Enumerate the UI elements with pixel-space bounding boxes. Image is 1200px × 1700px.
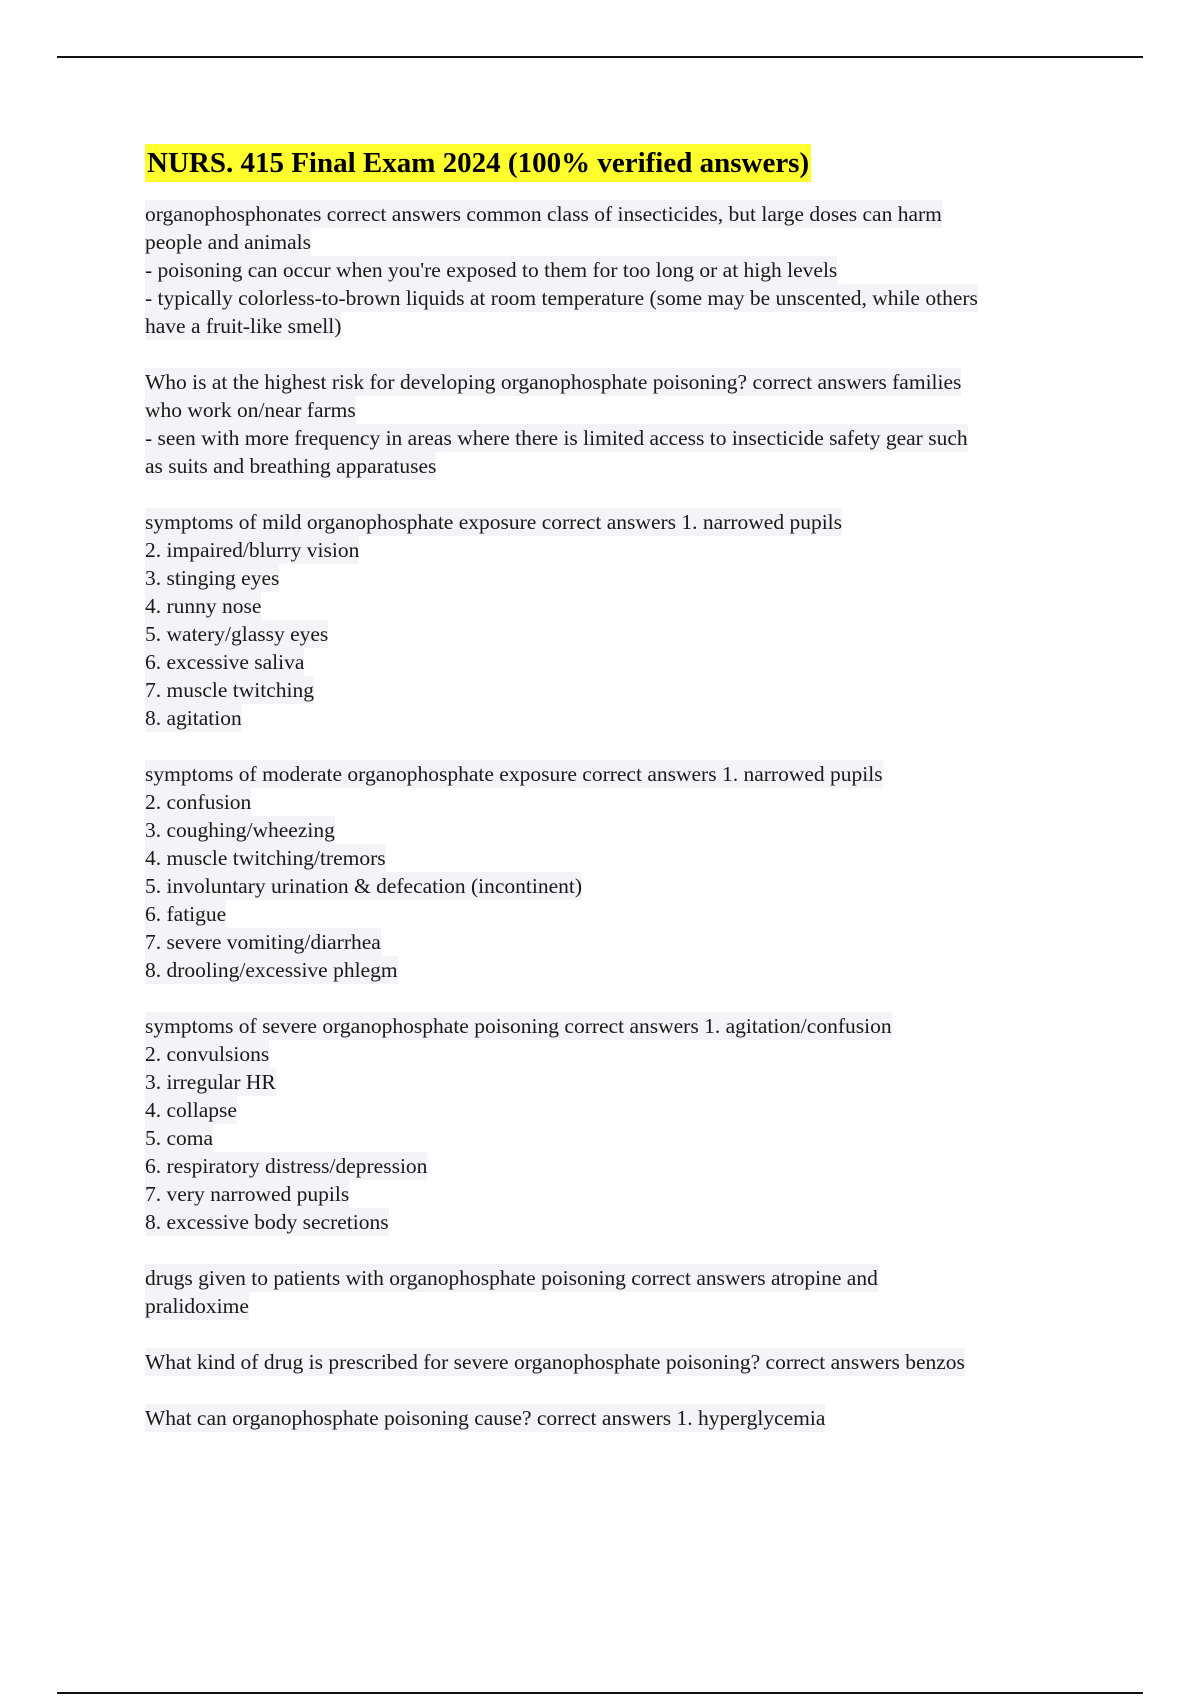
bottom-rule (57, 1692, 1143, 1694)
qa-line: 6. excessive saliva (145, 650, 305, 674)
qa-line: drugs given to patients with organophosphate poisoning correct answers atropine and (145, 1266, 878, 1290)
qa-line: 7. severe vomiting/diarrhea (145, 930, 381, 954)
qa-line: 3. stinging eyes (145, 566, 280, 590)
qa-line: Who is at the highest risk for developing organophosphate poisoning? correct answers families (145, 370, 962, 394)
qa-line: 4. muscle twitching/tremors (145, 846, 386, 870)
qa-line: people and animals (145, 230, 311, 254)
qa-line: 5. involuntary urination & defecation (incontinent) (145, 874, 583, 898)
qa-line: 6. fatigue (145, 902, 227, 926)
qa-line: symptoms of mild organophosphate exposure correct answers 1. narrowed pupils (145, 510, 843, 534)
qa-entry (145, 1012, 1085, 1236)
qa-entry (145, 1404, 1085, 1432)
qa-line: What can organophosphate poisoning cause? correct answers 1. hyperglycemia (145, 1406, 826, 1430)
qa-line: 2. convulsions (145, 1042, 270, 1066)
qa-line: symptoms of moderate organophosphate exposure correct answers 1. narrowed pupils (145, 762, 883, 786)
qa-line: 7. muscle twitching (145, 678, 314, 702)
qa-line: What kind of drug is prescribed for severe organophosphate poisoning? correct answers benzos (145, 1350, 965, 1374)
qa-line: pralidoxime (145, 1294, 249, 1318)
qa-line: - seen with more frequency in areas where there is limited access to insecticide safety gear such (145, 426, 968, 450)
qa-line: who work on/near farms (145, 398, 356, 422)
qa-line: have a fruit-like smell) (145, 314, 342, 338)
qa-entry (145, 1264, 1085, 1320)
qa-line: 5. coma (145, 1126, 214, 1150)
qa-line: 4. collapse (145, 1098, 237, 1122)
qa-line: 6. respiratory distress/depression (145, 1154, 428, 1178)
qa-line: 3. irregular HR (145, 1070, 276, 1094)
qa-line: - poisoning can occur when you're exposed to them for too long or at high levels (145, 258, 838, 282)
top-rule (57, 56, 1143, 58)
qa-line: 8. drooling/excessive phlegm (145, 958, 398, 982)
page-title: NURS. 415 Final Exam 2024 (100% verified answers) (145, 144, 811, 182)
qa-line: 3. coughing/wheezing (145, 818, 335, 842)
qa-line: symptoms of severe organophosphate poisoning correct answers 1. agitation/confusion (145, 1014, 892, 1038)
qa-line: as suits and breathing apparatuses (145, 454, 437, 478)
question-answer-list (145, 200, 1085, 1432)
qa-line: - typically colorless-to-brown liquids at room temperature (some may be unscented, while others (145, 286, 978, 310)
qa-entry (145, 508, 1085, 732)
qa-entry (145, 1348, 1085, 1376)
qa-line: 4. runny nose (145, 594, 262, 618)
qa-line: 2. confusion (145, 790, 252, 814)
qa-line: 2. impaired/blurry vision (145, 538, 360, 562)
qa-line: 8. agitation (145, 706, 242, 730)
qa-entry (145, 760, 1085, 984)
qa-line: 7. very narrowed pupils (145, 1182, 350, 1206)
qa-entry (145, 200, 1085, 340)
qa-line: organophosphonates correct answers common class of insecticides, but large doses can harm (145, 202, 942, 226)
qa-line: 8. excessive body secretions (145, 1210, 389, 1234)
qa-entry (145, 368, 1085, 480)
qa-line: 5. watery/glassy eyes (145, 622, 329, 646)
document-body (145, 144, 1085, 1460)
